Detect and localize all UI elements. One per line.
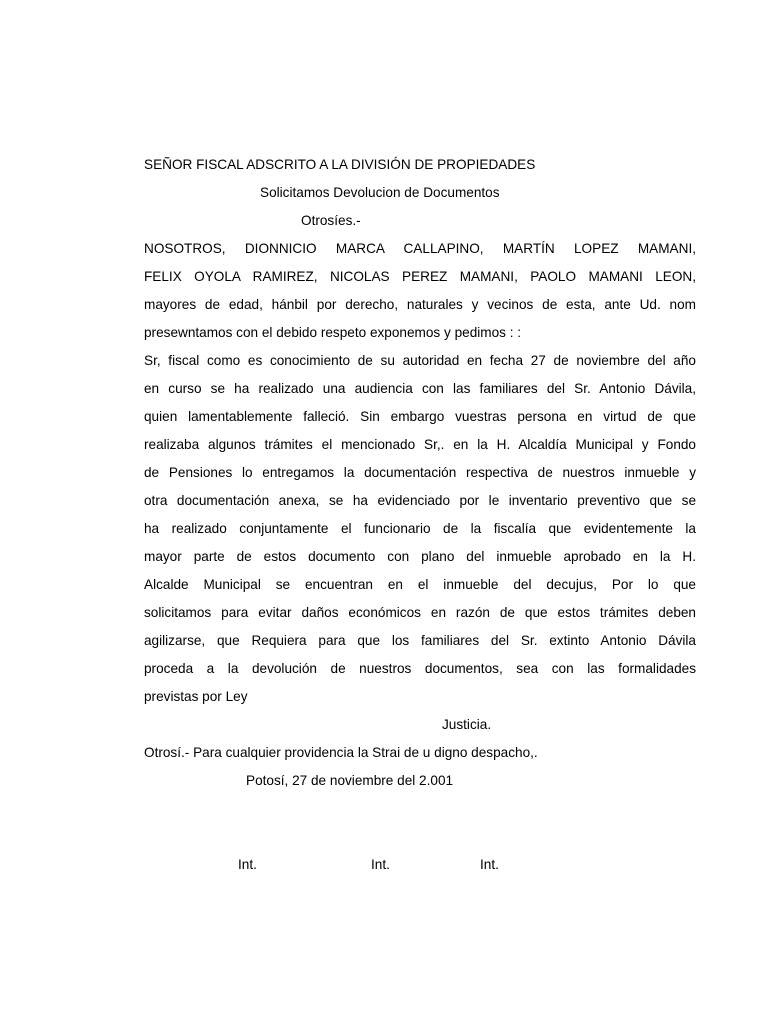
intro-line: mayores de edad, hánbil por derecho, naturales y vecinos de esta, ante Ud. nom [144,297,696,312]
intro-line: FELIX OYOLA RAMIREZ, NICOLAS PEREZ MAMANI, PAOLO MAMANI LEON, [144,269,696,284]
body-line: solicitamos para evitar daños económicos en razón de que estos trámites deben [144,605,696,620]
signature-int-1: Int. [238,857,257,872]
signature-int-2: Int. [371,857,390,872]
justicia-closing: Justicia. [442,717,492,732]
intro-line: presewntamos con el debido respeto exponemos y pedimos : : [144,325,522,340]
body-line: Sr, fiscal como es conocimiento de su autoridad en fecha 27 de noviembre del año [144,353,696,368]
body-line: previstas por Ley [144,689,248,704]
body-line: de Pensiones lo entregamos la documentación respectiva de nuestros inmueble y [144,465,696,480]
body-line: mayor parte de estos documento con plano del inmueble aprobado en la H. [144,549,696,564]
otrosies-label: Otrosíes.- [301,213,361,228]
document-subject: Solicitamos Devolucion de Documentos [260,185,500,200]
document-heading: SEÑOR FISCAL ADSCRITO A LA DIVISIÓN DE PROPIEDADES [144,157,536,172]
body-line: quien lamentablemente falleció. Sin embargo vuestras persona en virtud de que [144,409,696,424]
body-line: en curso se ha realizado una audiencia con las familiares del Sr. Antonio Dávila, [144,381,696,396]
signature-int-3: Int. [480,857,499,872]
body-line: otra documentación anexa, se ha evidenciado por le inventario preventivo que se [144,493,696,508]
place-date: Potosí, 27 de noviembre del 2.001 [246,773,454,788]
body-line: realizaba algunos trámites el mencionado Sr,. en la H. Alcaldía Municipal y Fondo [144,437,696,452]
otrosi-paragraph: Otrosí.- Para cualquier providencia la Strai de u digno despacho,. [144,745,538,760]
body-line: agilizarse, que Requiera para que los familiares del Sr. extinto Antonio Dávila [144,633,696,648]
intro-line: NOSOTROS, DIONNICIO MARCA CALLAPINO, MARTÍN LOPEZ MAMANI, [144,241,696,256]
body-line: Alcalde Municipal se encuentran en el inmueble del decujus, Por lo que [144,577,696,592]
body-line: proceda a la devolución de nuestros documentos, sea con las formalidades [144,661,696,676]
body-line: ha realizado conjuntamente el funcionario de la fiscalía que evidentemente la [144,521,696,536]
